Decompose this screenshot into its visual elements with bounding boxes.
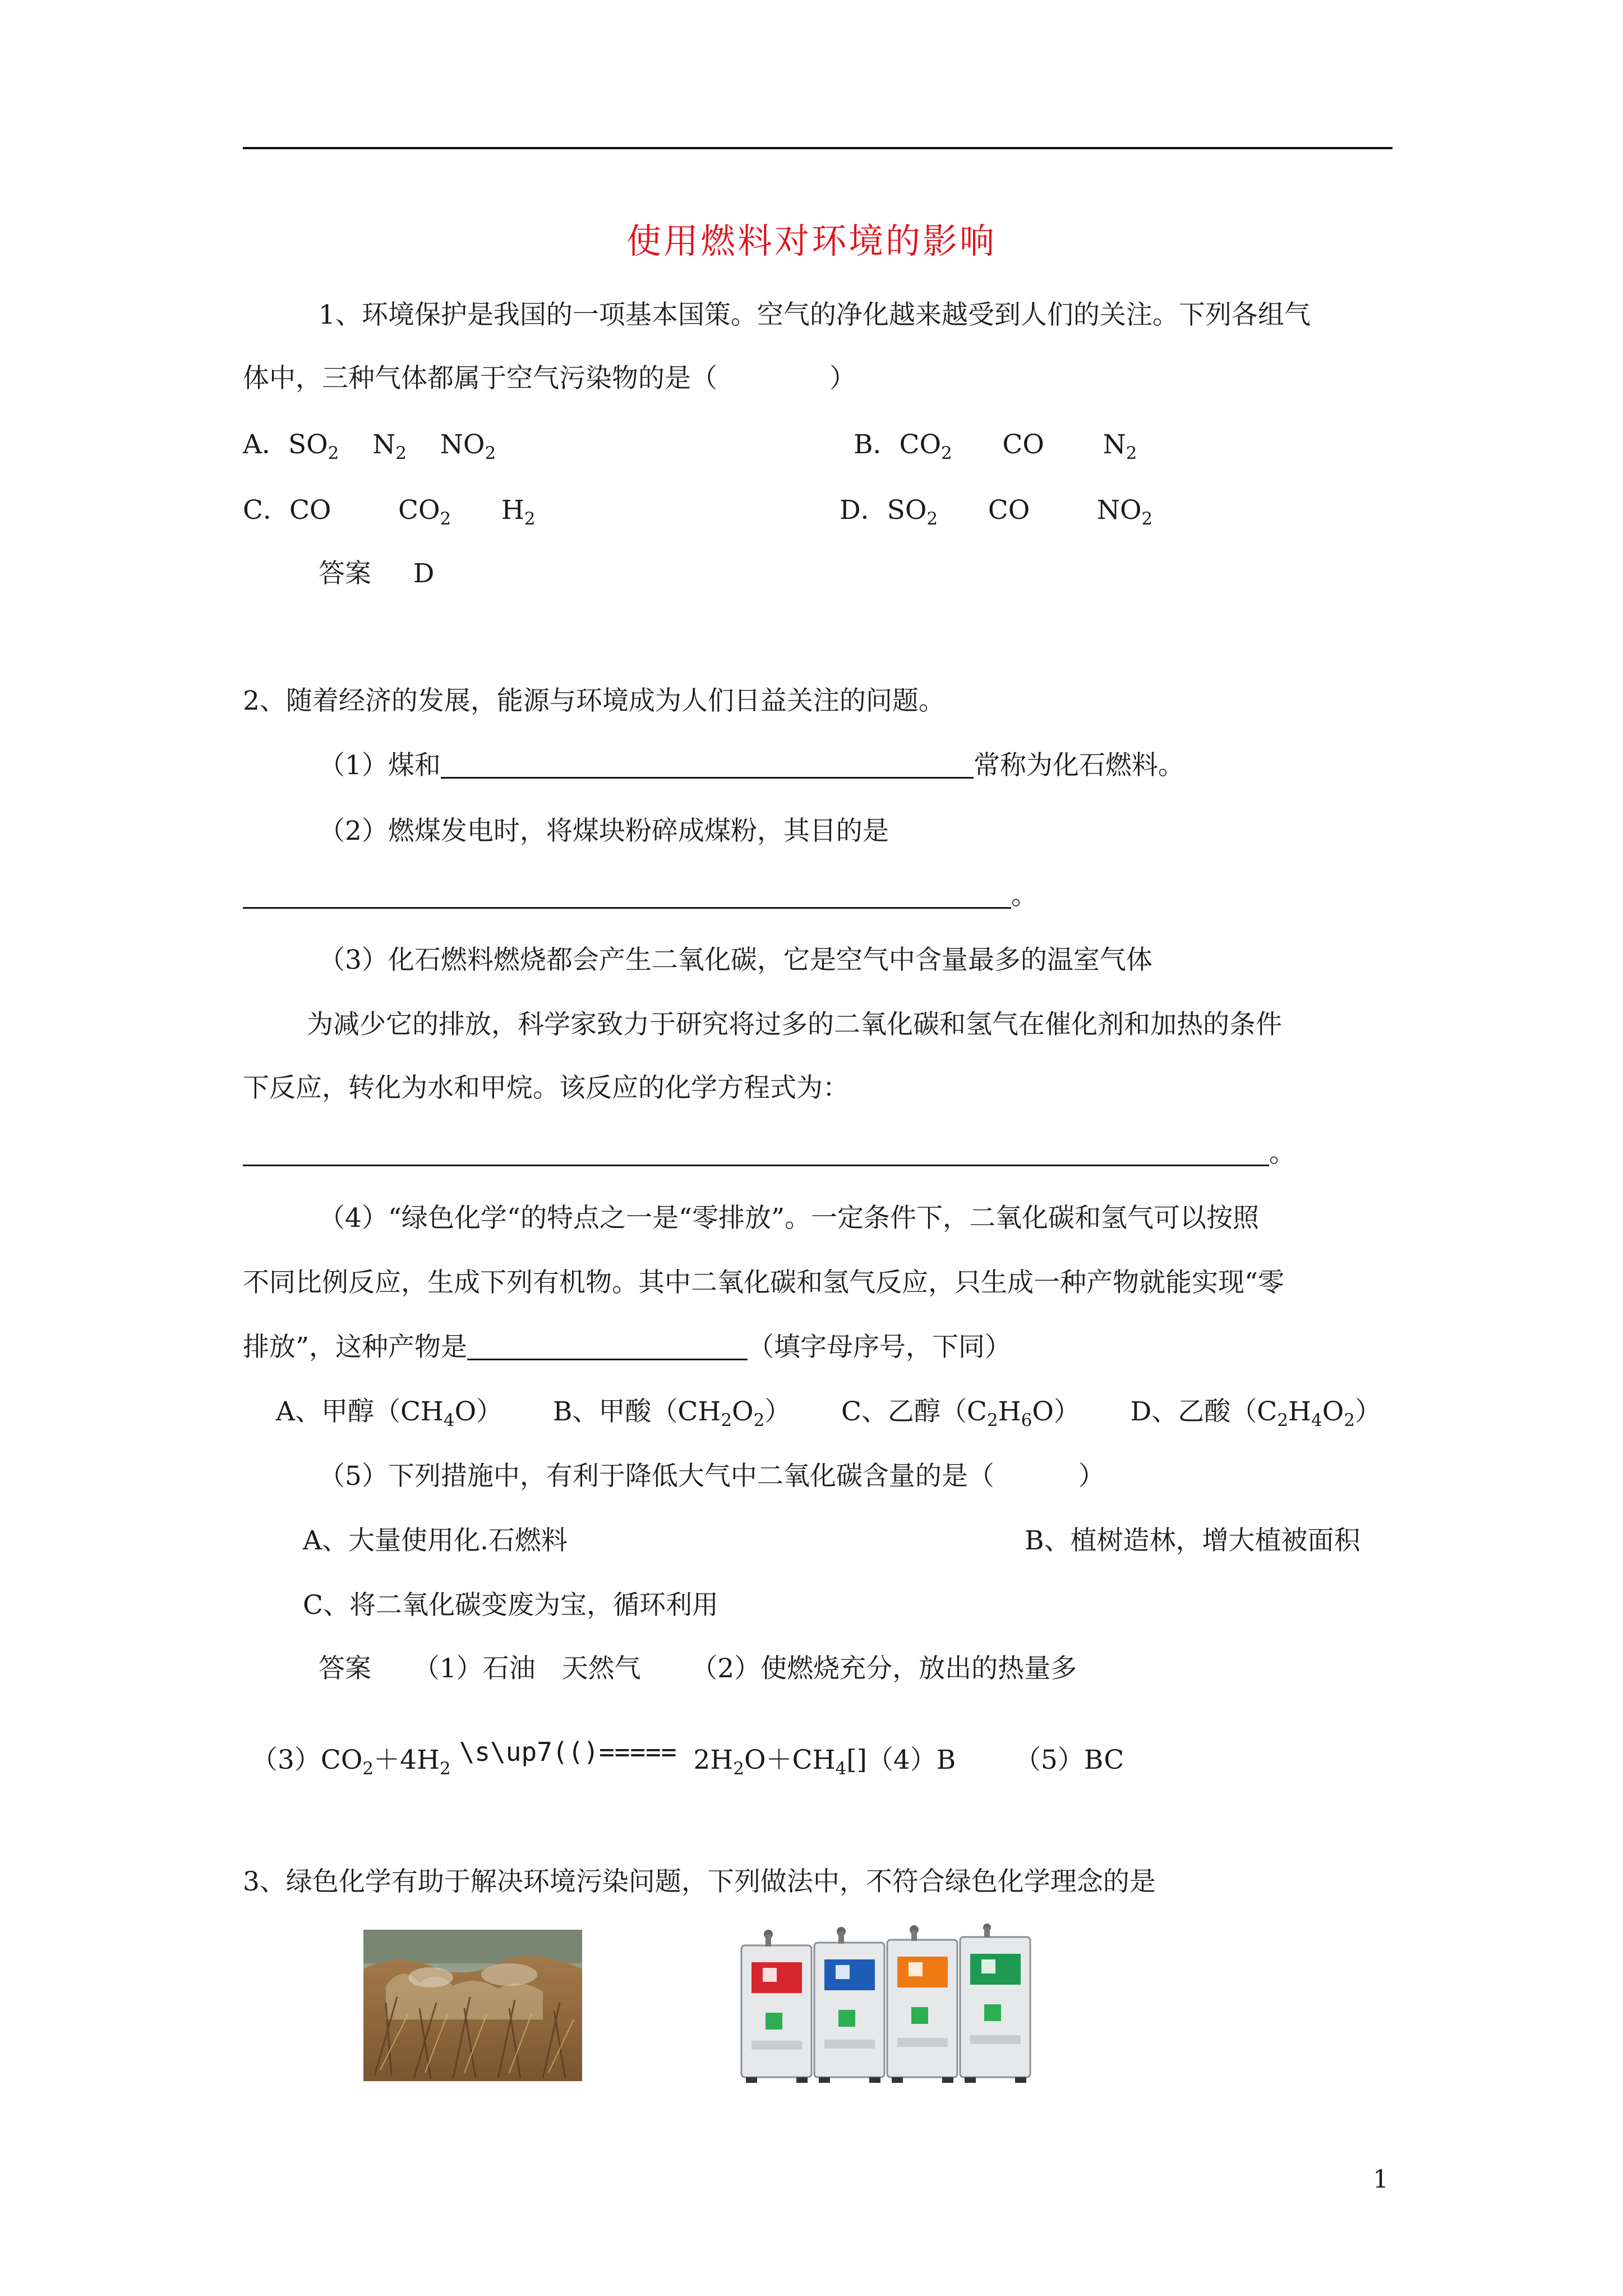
q2-part4-line1: （4）“绿色化学“的特点之一是“零排放”。一定条件下，二氧化碳和氢气可以按照 (319, 1203, 1260, 1234)
q2-part3-blank-line: 。 (243, 1137, 1295, 1170)
q2-part5-option-b: B、植树造林，增大植被面积 (1025, 1525, 1361, 1556)
answer-blank (467, 1334, 748, 1360)
answer-blank (243, 882, 1011, 909)
q2-part3-line2: 为减少它的排放，科学家致力于研究将过多的二氧化碳和氢气在催化剂和加热的条件 (307, 1009, 1282, 1040)
q2-part4-options (276, 1395, 1381, 1437)
q2-answer-line1: 答案 （1）石油 天然气 （2）使燃烧充分，放出的热量多 (319, 1653, 1077, 1684)
q2-part4-line3: 排放”，这种产物是 （填字母序号，下同） (243, 1332, 1012, 1363)
q2-part4-line2: 不同比例反应，生成下列有机物。其中二氧化碳和氢气反应，只生成一种产物就能实现“零 (243, 1267, 1285, 1298)
q1-stem-close: ） (829, 363, 856, 394)
q1-option-b: B．$CO_2$ CO $N_2$ (854, 429, 1137, 463)
q1-option-c: C．CO $CO_2$ $H_2$ (243, 495, 536, 529)
answer-blank (243, 1140, 1269, 1166)
q2-part5-option-c: C、将二氧化碳变废为宝，循环利用 (303, 1590, 718, 1621)
q1-option-a: A．$SO_2$ $N_2$ $NO_2$ (243, 429, 496, 463)
q1-stem-text: 体中，三种气体都属于空气污染物的是（ (243, 363, 717, 394)
q2-stem: 2、随着经济的发展，能源与环境成为人们日益关注的问题。 (243, 685, 945, 716)
q2-part1: （1）煤和 常称为化石燃料。 (319, 750, 1184, 781)
q1-stem-line1: 1、环境保护是我国的一项基本国策。空气的净化越来越受到人们的关注。下列各组气 (319, 300, 1311, 330)
q2-part3-line1: （3）化石燃料燃烧都会产生二氧化碳，它是空气中含量最多的温室气体 (319, 945, 1152, 976)
q3-stem: 3、绿色化学有助于解决环境污染问题，下列做法中，不符合绿色化学理念的是 (243, 1866, 1156, 1897)
q2-part2: （2）燃煤发电时，将煤块粉碎成煤粉，其目的是 (319, 816, 889, 846)
option-a: A、甲醇$(CH_4O)$ (276, 1396, 503, 1430)
reaction-arrow-placeholder: \s\up7(()===== (459, 1737, 677, 1767)
recycling-bins-image (735, 1923, 1043, 2086)
q2-part2-blank-line: 。 (243, 879, 1038, 913)
page-title: 使用燃料对环境的影响 (626, 220, 997, 261)
header-rule (243, 147, 1393, 149)
option-c: C、乙醇$(C_2H_6O)$ (841, 1396, 1080, 1430)
answer-blank (441, 752, 974, 779)
page-number: 1 (1373, 2165, 1389, 2194)
q2-part3-line3: 下反应，转化为水和甲烷。该反应的化学方程式为： (243, 1073, 849, 1103)
q2-part5: （5）下列措施中，有利于降低大气中二氧化碳含量的是（ ） (319, 1461, 1105, 1492)
q2-part5-option-a: A、大量使用化.石燃料 (303, 1525, 568, 1556)
burning-straw-image (363, 1930, 582, 2081)
q1-answer: 答案 D (319, 558, 435, 589)
option-d: D、乙酸$(C_2H_4O_2)$ (1130, 1396, 1381, 1430)
q2-answer-equation: $(3)CO_2+4H_2$ \s\up7(()===== $2H_2O+CH_4[](4)B$ （5）BC (251, 1735, 1124, 1786)
q1-stem-line2 (243, 362, 856, 395)
q1-option-d: D．$SO_2$ CO $NO_2$ (840, 495, 1153, 529)
option-b: B、甲酸$(CH_2O_2)$ (552, 1396, 791, 1430)
